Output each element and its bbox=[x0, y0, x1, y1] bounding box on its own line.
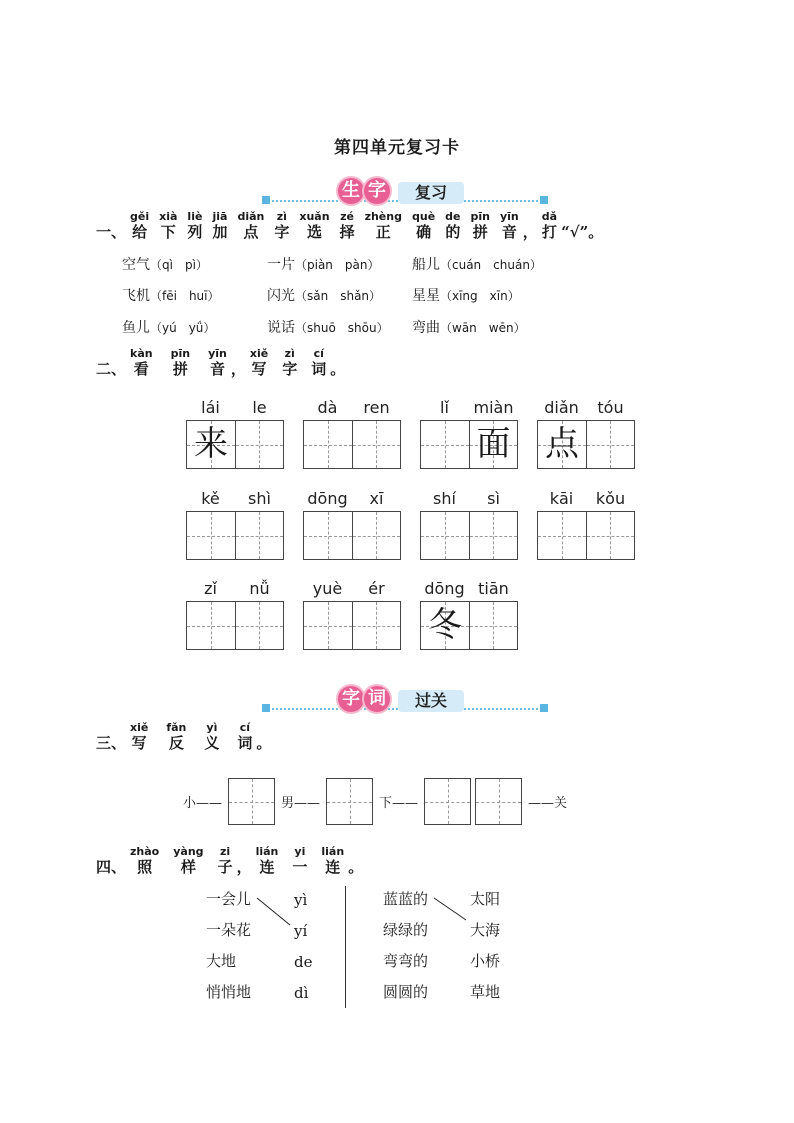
q2-end: 。 bbox=[330, 360, 346, 378]
match-left-word[interactable]: 一会儿 bbox=[206, 890, 252, 908]
banner-tag: 过关 bbox=[398, 690, 464, 712]
q1-item[interactable]: 星星（xīng xīn） bbox=[412, 288, 520, 304]
pinyin-char: zhèng 正 bbox=[364, 210, 402, 241]
pinyin-char: zì 字 bbox=[282, 347, 298, 378]
tianzige-boxes[interactable] bbox=[186, 511, 284, 560]
q4-number: 四、 bbox=[96, 858, 127, 876]
match-left-word[interactable]: 大地 bbox=[206, 952, 237, 970]
tianzige-cell[interactable] bbox=[304, 602, 352, 649]
tianzige-cell[interactable] bbox=[538, 512, 586, 559]
pinyin-char: xià 下 bbox=[159, 210, 178, 241]
pinyin-char: yi 一 bbox=[292, 845, 308, 876]
pinyin-char: fǎn 反 bbox=[166, 721, 187, 752]
antonym-prompt-2: 男—— bbox=[281, 796, 321, 811]
match-right-target[interactable]: 太阳 bbox=[470, 890, 501, 908]
word-pinyin: shí sì bbox=[433, 489, 500, 508]
q3-number: 三、 bbox=[96, 734, 127, 752]
tianzige-cell[interactable] bbox=[235, 512, 284, 559]
banner-tag: 复习 bbox=[398, 182, 464, 204]
tianzige-boxes[interactable] bbox=[420, 601, 518, 650]
tianzige-boxes[interactable] bbox=[537, 420, 635, 469]
match-left-word[interactable]: 悄悄地 bbox=[206, 983, 252, 1001]
q4-comma: ， bbox=[236, 858, 252, 876]
tianzige-cell[interactable] bbox=[352, 512, 401, 559]
q1-comma: ， bbox=[522, 223, 538, 241]
word-pinyin: lái le bbox=[201, 398, 267, 417]
q3-end: 。 bbox=[256, 734, 272, 752]
antonym-prompt-3: 下—— bbox=[379, 796, 419, 811]
pinyin-char: xuǎn 选 bbox=[299, 210, 330, 241]
q1-item[interactable]: 飞机（fēi huī） bbox=[122, 288, 220, 304]
q1-item[interactable]: 空气（qì pì） bbox=[122, 257, 208, 273]
q1-item[interactable]: 弯曲（wān wēn） bbox=[412, 320, 526, 336]
antonym-prompt-4: ——关 bbox=[528, 796, 568, 811]
banner-circle-1: 生 bbox=[338, 178, 364, 204]
match-right-word[interactable]: 蓝蓝的 bbox=[383, 890, 429, 908]
pinyin-char: de 的 bbox=[445, 210, 461, 241]
tianzige-cell[interactable] bbox=[352, 602, 401, 649]
match-right-word[interactable]: 弯弯的 bbox=[383, 952, 429, 970]
match-left-word[interactable]: 一朵花 bbox=[206, 921, 252, 939]
q1-number: 一、 bbox=[96, 223, 127, 241]
pinyin-char: gěi 给 bbox=[130, 210, 150, 241]
q1-item[interactable]: 一片（piàn pàn） bbox=[267, 257, 380, 273]
word-pinyin: lǐ miàn bbox=[440, 398, 514, 417]
word-pinyin: zǐ nǚ bbox=[204, 579, 270, 598]
tianzige-cell[interactable] bbox=[352, 421, 401, 468]
q1-item[interactable]: 说话（shuō shōu） bbox=[267, 320, 389, 336]
banner-circle-2: 词 bbox=[364, 686, 390, 712]
pinyin-char: zi 子 bbox=[217, 845, 233, 876]
pinyin-char: liè 列 bbox=[187, 210, 203, 241]
tianzige-boxes[interactable] bbox=[537, 511, 635, 560]
pinyin-char: jiā 加 bbox=[212, 210, 228, 241]
match-left-pinyin[interactable]: yí bbox=[294, 922, 308, 940]
tianzige-boxes[interactable] bbox=[420, 511, 518, 560]
pinyin-char: diǎn 点 bbox=[237, 210, 265, 241]
tianzige-cell[interactable] bbox=[235, 602, 284, 649]
tianzige-boxes[interactable] bbox=[186, 420, 284, 469]
match-left-pinyin[interactable]: de bbox=[294, 953, 313, 971]
tianzige-cell[interactable] bbox=[304, 512, 352, 559]
word-pinyin: dà ren bbox=[317, 398, 390, 417]
pinyin-char: yì 义 bbox=[204, 721, 220, 752]
antonym-prompt-1: 小—— bbox=[183, 796, 223, 811]
word-pinyin: dōng xī bbox=[307, 489, 384, 508]
q1-tail-end: “√”。 bbox=[561, 223, 604, 241]
pinyin-char: pīn 拼 bbox=[470, 210, 490, 241]
q1-item[interactable]: 船儿（cuán chuán） bbox=[412, 257, 542, 273]
match-left-pinyin[interactable]: dì bbox=[294, 984, 309, 1002]
pinyin-char: lián 连 bbox=[321, 845, 345, 876]
match-right-target[interactable]: 草地 bbox=[470, 983, 501, 1001]
tianzige-cell[interactable] bbox=[187, 512, 235, 559]
pinyin-char: pīn 拼 bbox=[170, 347, 191, 378]
pinyin-char: yīn 音 bbox=[208, 347, 227, 378]
tianzige-boxes[interactable] bbox=[420, 420, 518, 469]
word-pinyin: kě shì bbox=[201, 489, 271, 508]
banner-circle-1: 字 bbox=[338, 686, 364, 712]
pinyin-char: què 确 bbox=[411, 210, 436, 241]
tianzige-boxes[interactable] bbox=[303, 601, 401, 650]
pinyin-char: kàn 看 bbox=[130, 347, 153, 378]
tianzige-boxes[interactable] bbox=[303, 511, 401, 560]
tianzige-cell[interactable] bbox=[586, 512, 635, 559]
pinyin-char: xiě 写 bbox=[130, 721, 149, 752]
match-right-word[interactable]: 绿绿的 bbox=[383, 921, 429, 939]
tianzige-cell[interactable]: 点 bbox=[538, 421, 586, 468]
tianzige-boxes[interactable] bbox=[303, 420, 401, 469]
pinyin-char: cí 词 bbox=[311, 347, 327, 378]
tianzige-cell[interactable]: 来 bbox=[187, 421, 235, 468]
tianzige-cell[interactable]: 面 bbox=[469, 421, 518, 468]
pinyin-char: cí 词 bbox=[237, 721, 253, 752]
q2-number: 二、 bbox=[96, 360, 127, 378]
pinyin-char: yàng 样 bbox=[173, 845, 204, 876]
tianzige-cell[interactable] bbox=[235, 421, 284, 468]
pinyin-char: lián 连 bbox=[255, 845, 279, 876]
pinyin-char: yīn 音 bbox=[499, 210, 519, 241]
word-pinyin: diǎn tóu bbox=[544, 398, 624, 417]
word-pinyin: kāi kǒu bbox=[549, 489, 626, 508]
tianzige-cell[interactable] bbox=[586, 421, 635, 468]
page-title: 第四单元复习卡 bbox=[334, 138, 460, 158]
word-pinyin: yuè ér bbox=[312, 579, 385, 598]
example-line-right bbox=[434, 898, 466, 920]
pinyin-char: xiě 写 bbox=[249, 347, 269, 378]
tianzige-cell[interactable]: 冬 bbox=[421, 602, 469, 649]
match-right-target[interactable]: 大海 bbox=[470, 921, 501, 939]
pinyin-char: zì 字 bbox=[274, 210, 290, 241]
q2-comma: ， bbox=[230, 360, 246, 378]
match-right-target[interactable]: 小桥 bbox=[470, 952, 501, 970]
match-left-pinyin[interactable]: yì bbox=[294, 891, 308, 909]
q4-end: 。 bbox=[348, 858, 364, 876]
q1-tail-pinyin: dǎ 打 bbox=[541, 210, 558, 241]
tianzige-cell[interactable] bbox=[421, 421, 469, 468]
example-line-left bbox=[257, 898, 290, 925]
match-right-word[interactable]: 圆圆的 bbox=[383, 983, 429, 1001]
q1-item[interactable]: 闪光（sǎn shǎn） bbox=[267, 288, 382, 304]
banner-circle-2: 字 bbox=[364, 178, 390, 204]
q1-item[interactable]: 鱼儿（yú yǘ） bbox=[122, 320, 216, 336]
tianzige-cell[interactable] bbox=[187, 602, 235, 649]
pinyin-char: zé 择 bbox=[339, 210, 355, 241]
tianzige-cell[interactable] bbox=[304, 421, 352, 468]
word-pinyin: dōng tiān bbox=[424, 579, 509, 598]
pinyin-char: zhào 照 bbox=[130, 845, 160, 876]
tianzige-cell[interactable] bbox=[469, 602, 518, 649]
tianzige-boxes[interactable] bbox=[186, 601, 284, 650]
tianzige-cell[interactable] bbox=[421, 512, 469, 559]
tianzige-cell[interactable] bbox=[469, 512, 518, 559]
